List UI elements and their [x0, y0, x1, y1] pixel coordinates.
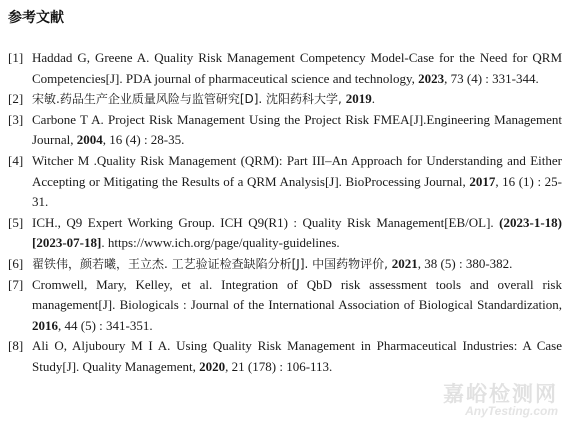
reference-number: [7]	[8, 276, 24, 292]
references-heading: 参考文献	[8, 10, 64, 26]
reference-text: Carbone T A. Project Risk Management Using the Project Risk FMEA[J].Engineering Management Journal,	[32, 111, 562, 148]
reference-item	[8, 254, 562, 275]
reference-year: 2016	[32, 317, 58, 333]
reference-number: [1]	[8, 50, 24, 65]
reference-list	[8, 48, 562, 378]
reference-number: [3]	[8, 111, 24, 127]
reference-text: , 73 (4) : 331-344.	[444, 70, 539, 86]
reference-year: 2004	[76, 132, 103, 148]
reference-item	[8, 89, 562, 110]
reference-text: Ali O, Aljuboury M I A. Using Quality Risk Management in Pharmaceutical Industries: A Case Study[J]. Quality Management,	[32, 338, 562, 374]
reference-text: . https://www.ich.org/page/quality-guidelines.	[101, 235, 340, 251]
reference-year: 2019	[345, 91, 372, 107]
reference-item	[8, 48, 562, 89]
reference-text: Haddad G, Greene A. Quality Risk Management Competency Model-Case for the Need for QRM Competencies[J]. PDA journal of pharmaceutical science and technology,	[32, 50, 562, 86]
reference-item	[8, 213, 562, 254]
reference-year: 2020	[199, 358, 226, 374]
reference-year: 2023	[418, 70, 445, 86]
reference-number: [4]	[8, 152, 24, 168]
reference-text: , 16 (4) : 28-35.	[102, 132, 185, 148]
reference-text: , 16 (1) : 25-31.	[32, 173, 562, 210]
reference-text: ICH., Q9 Expert Working Group. ICH Q9(R1) : Quality Risk Management[EB/OL].	[32, 214, 500, 230]
reference-number: [6]	[8, 255, 24, 271]
watermark-en-text: AnyTesting.com	[465, 404, 558, 418]
reference-text: 翟铁伟，颜若曦，王立杰. 工艺验证检查缺陷分析[J]. 中国药物评价,	[32, 256, 392, 271]
watermark-logo	[402, 378, 562, 424]
reference-text: Cromwell, Mary, Kelley, et al. Integration of QbD risk assessment tools and overall risk management[J]. Biologicals : Journal of the International Association of Biological Standardization,	[32, 276, 562, 313]
reference-number: [8]	[8, 338, 24, 354]
reference-year: (2023-1-18)[2023-07-18]	[32, 214, 562, 251]
reference-item	[8, 110, 562, 151]
reference-number: [2]	[8, 91, 24, 107]
reference-year: 2017	[469, 173, 496, 189]
reference-item	[8, 336, 562, 377]
watermark-cn-text: 嘉峪检测网	[443, 382, 558, 406]
reference-item	[8, 151, 562, 213]
reference-year: 2021	[391, 255, 418, 271]
reference-text: , 44 (5) : 341-351.	[58, 317, 153, 333]
reference-text: 宋敏.药品生产企业质量风险与监管研究[D]. 沈阳药科大学,	[32, 92, 346, 107]
reference-text: , 21 (178) : 106-113.	[225, 358, 333, 374]
reference-item	[8, 275, 562, 337]
reference-text: , 38 (5) : 380-382.	[417, 255, 513, 271]
reference-text: .	[371, 91, 375, 107]
reference-number: [5]	[8, 214, 24, 230]
reference-text: Witcher M .Quality Risk Management (QRM): Part III–An Approach for Understanding and Either Accepting or Mitigating the Results of a QRM Analysis[J]. BioProcessing Journal,	[32, 152, 562, 189]
